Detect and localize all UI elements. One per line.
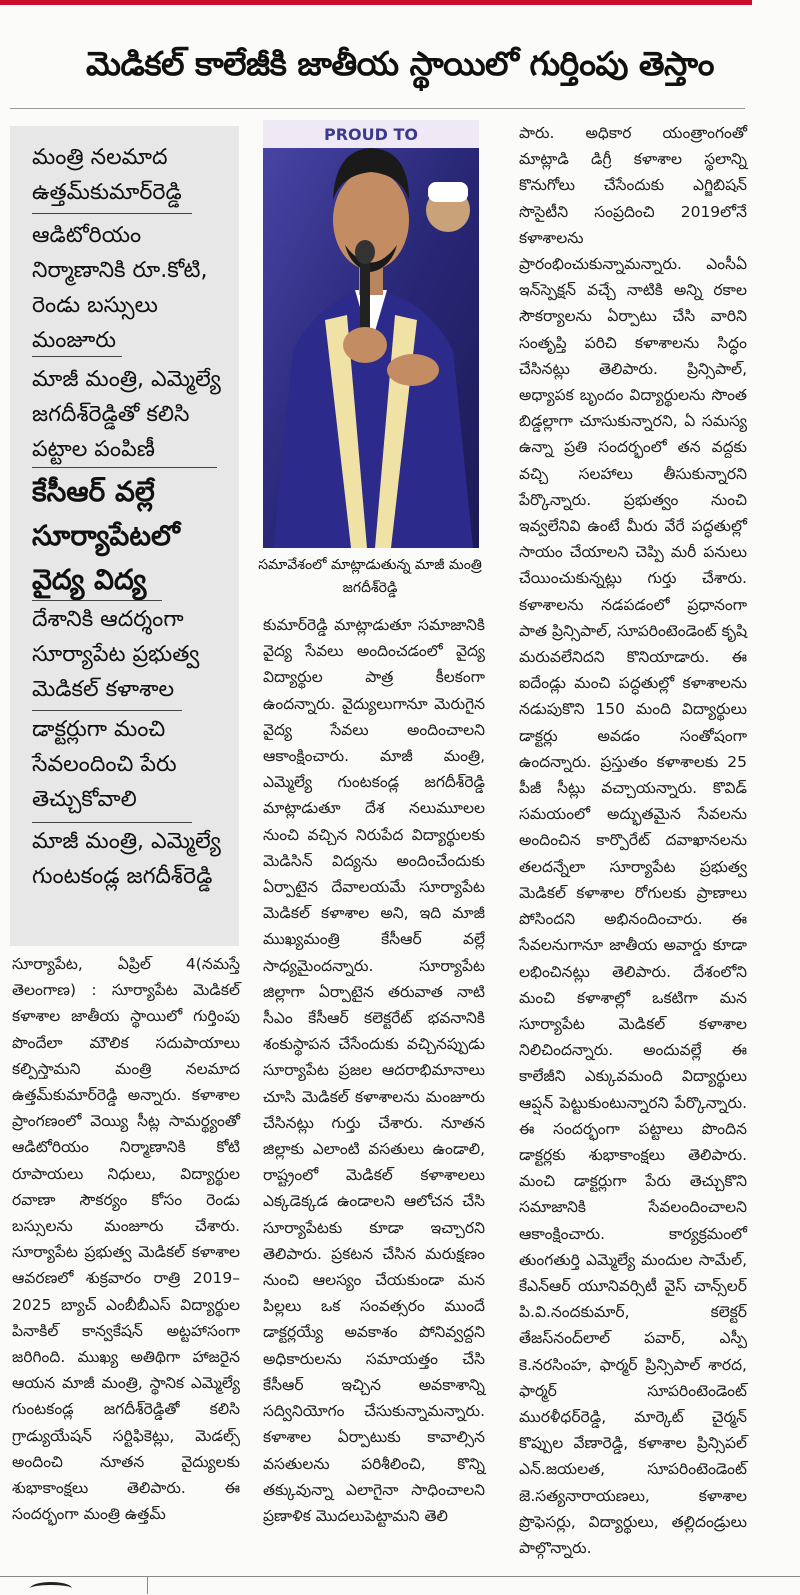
article-column-left bbox=[12, 951, 240, 1527]
article-paragraph: పారు. అధికార యంత్రాంగంతో మాట్లాడి డిగ్రీ కళాశాల స్థలాన్ని కొనుగోలు చేసేందుకు ఎగ్జిబిషన్ సొసైటీని సంప్రదించి 2019లోనే కళాశాలను ప్రారంభించుకున్నామన్నారు. ఎంసీఏ ఇన్‌స్పెక్షన్ వచ్చే నాటికి అన్ని రకాల సౌకర్యాలను ఏర్పాటు చేసి వారిని సంతృప్తి పరిచి కళాశాలను సిద్ధం చేసినట్లు తెలిపారు. ప్రిన్సిపాల్, అధ్యాపక బృందం విద్యార్థులను సొంత బిడ్డల్లాగా చూసుకున్నారని, ఏ సమస్య ఉన్నా ప్రతి సందర్భంలో తన వద్దకు వచ్చి సలహాలు తీసుకున్నారని పేర్కొన్నారు. ప్రభుత్వం నుంచి ఇవ్వలేనివి ఉంటే మీరు వేరే పద్ధతుల్లో సాయం చేయాలని చెప్పి మరీ పనులు చేయించుకున్నట్లు గుర్తు చేశారు. కళాశాలను నడపడంలో ప్రధానంగా పాత ప్రిన్సిపాల్, సూపరింటెండెంట్ కృషి మరువలేనిదని కొనియాడారు. ఈ ఐదేండ్లు మంచి పద్ధతుల్లో కళాశాలను నడుపుకొని 150 మంది విద్యార్థులు డాక్టర్లు అవడం సంతోషంగా ఉందన్నారు. ప్రస్తుతం కళాశాలకు 25 పీజీ సీట్లు వచ్చాయన్నారు. కొవిడ్ సమయంలో అద్భుతమైన సేవలను అందించిన కార్పొరేట్ దవాఖానలను తలదన్నేలా సూర్యాపేట ప్రభుత్వ మెడికల్ కళాశాల రోగులకు ప్రాణాలు పోసిందని అభినందించారు. ఈ సేవలనుగానూ జాతీయ అవార్డు కూడా లభించినట్లు తెలిపారు. దేశంలోని మంచి కళాశాల్లో ఒకటిగా మన సూర్యాపేట మెడికల్ కళాశాల నిలిచిందన్నారు. అందువల్లే ఈ కాలేజీని ఎక్కువమంది విద్యార్థులు ఆప్షన్ పెట్టుకుంటున్నారని పేర్కొన్నారు. ఈ సందర్భంగా పట్టాలు పొందిన డాక్టర్లకు శుభాకాంక్షలు తెలిపారు. మంచి డాక్టర్లుగా పేరు తెచ్చుకొని సమాజానికి సేవలందించాలని ఆకాంక్షించారు. కార్యక్రమంలో తుంగతుర్తి ఎమ్మెల్యే మందుల సామేల్, కేఎన్‌ఆర్ యూనివర్సిటీ వైస్ చాన్స్‌లర్ పి.వి.నందకుమార్, కలెక్టర్ తేజస్‌నంద్‌లాల్ పవార్, ఎస్పీ కె.నరసింహ, ఫార్మర్ ప్రిన్సిపాల్ శారద, ఫార్మర్ సూపరింటెండెంట్ మురళీధర్‌రెడ్డి, మార్కెట్ చైర్మన్ కొప్పుల వేణారెడ్డి, కళాశాల ప్రిన్సిపల్ ఎన్.జయలత, సూపరింటెండెంట్ జె.సత్యనారాయణలు, కళాశాల ప్రొఫెసర్లు, విద్యార్థులు, తల్లిదండ్రులు పాల్గొన్నారు. bbox=[519, 124, 747, 1557]
article-column-right bbox=[519, 120, 747, 1561]
footer-rule bbox=[0, 1576, 800, 1577]
top-accent-bar bbox=[0, 0, 752, 5]
article-paragraph: కుమార్‌రెడ్డి మాట్లాడుతూ సమాజానికి వైద్య సేవలు అందించడంలో వైద్య విద్యార్థుల పాత్ర కీలకంగా ఉందన్నారు. వైద్యులుగానూ మెరుగైన వైద్య సేవలు అందించాలని ఆకాంక్షించారు. మాజీ మంత్రి, ఎమ్మెల్యే గుంటకండ్ల జగదీశ్‌రెడ్డి మాట్లాడుతూ దేశ నలుమూలల నుంచి వచ్చిన నిరుపేద విద్యార్థులకు మెడిసిన్ విద్యను అందించేందుకు ఏర్పాటైన దేవాలయమే సూర్యాపేట మెడికల్ కళాశాల అని, ఇది మాజీ ముఖ్యమంత్రి కేసీఆర్ వల్లే సాధ్యమైందన్నారు. సూర్యాపేట జిల్లాగా ఏర్పాటైన తరువాత నాటి సీఎం కేసీఆర్ కలెక్టరేట్ భవనానికి శంకుస్థాపన చేసేందుకు వచ్చినప్పుడు సూర్యాపేట ప్రజల ఆదరాభిమానాలు చూసి మెడికల్ కళాశాలను మంజూరు చేసినట్లు గుర్తు చేశారు. నూతన జిల్లాకు ఎలాంటి వసతులు ఉండాలి, రాష్ట్రంలో మెడికల్ కళాశాలలు ఎక్కడెక్కడ ఉండాలని ఆలోచన చేసి సూర్యాపేటకు కూడా ఇచ్చారని తెలిపారు. ప్రకటన చేసిన మరుక్షణం నుంచి ఆలస్యం చేయకుండా మన పిల్లలు ఒక సంవత్సరం ముందే డాక్టర్లయ్యే అవకాశం పోనివ్వద్దని అధికారులను సమాయత్తం చేసి కేసీఆర్ ఇచ్చిన అవకాశాన్ని సద్వినియోగం చేసుకున్నామన్నారు. కళాశాల ఏర్పాటుకు కావాల్సిన వసతులను పరిశీలించి, కొన్ని తక్కువున్నా ఎలాగైనా సాధించాలని ప్రణాళిక మొదలుపెట్టామని తెలి bbox=[263, 616, 485, 1525]
headline-rule bbox=[10, 108, 745, 109]
highlight-separator bbox=[32, 710, 182, 711]
highlight-minister: మంత్రి నలమాద ఉత్తమ్‌కుమార్‌రెడ్డి bbox=[32, 145, 182, 205]
headline: మెడికల్ కాలేజీకి జాతీయ స్థాయిలో గుర్తింపు తెస్తాం bbox=[86, 44, 714, 83]
speaker-photo bbox=[263, 120, 479, 548]
article-column-middle bbox=[263, 612, 485, 1529]
highlight-separator bbox=[32, 213, 192, 214]
highlight-separator bbox=[32, 467, 217, 468]
highlight-separator bbox=[32, 600, 162, 601]
highlight-auditorium: ఆడిటోరియం నిర్మాణానికి రూ.కోటి, రెండు బస్సులు మంజూరు bbox=[32, 223, 208, 353]
footer-divider bbox=[147, 1576, 148, 1594]
highlight-jagadish: మాజీ మంత్రి, ఎమ్మెల్యే గుంటకండ్ల జగదీశ్‌రెడ్డి bbox=[32, 829, 221, 889]
highlight-kcr: కేసీఆర్ వల్లే సూర్యాపేటలో వైద్య విద్య bbox=[32, 475, 180, 596]
highlight-doctors: డాక్టర్లుగా మంచి సేవలందించి పేరు తెచ్చుకోవాలి bbox=[32, 717, 177, 812]
article-paragraph: సూర్యాపేట, ఏప్రిల్ 4(నమస్తే తెలంగాణ) : సూర్యాపేట మెడికల్ కళాశాల జాతీయ స్థాయిలో గుర్తింపు పొందేలా మౌలిక సదుపాయాలు కల్పిస్తామని మంత్రి నలమాద ఉత్తమ్‌కుమార్‌రెడ్డి అన్నారు. కళాశాల ప్రాంగణంలో వెయ్యి సీట్ల సామర్థ్యంతో ఆడిటోరియం నిర్మాణానికి కోటి రూపాయలు నిధులు, విద్యార్థుల రవాణా సౌకర్యం కోసం రెండు బస్సులను మంజూరు చేశారు. సూర్యాపేట ప్రభుత్వ మెడికల్ కళాశాల ఆవరణలో శుక్రవారం రాత్రి 2019–2025 బ్యాచ్ ఎంబీబీఎస్ విద్యార్థుల పినాకిల్ కాన్వకేషన్ అట్టహాసంగా జరిగింది. ముఖ్య అతిథిగా హాజరైన ఆయన మాజీ మంత్రి, స్థానిక ఎమ్మెల్యే గుంటకండ్ల జగదీశ్‌రెడ్డితో కలిసి గ్రాడ్యుయేషన్ సర్టిఫికెట్లు, మెడల్స్ అందించి నూతన వైద్యులకు శుభాకాంక్షలు తెలిపారు. ఈ సందర్భంగా మంత్రి ఉత్తమ్ bbox=[12, 955, 240, 1524]
highlight-separator bbox=[32, 822, 192, 823]
highlight-separator bbox=[32, 356, 122, 357]
highlight-certificates: మాజీ మంత్రి, ఎమ్మెల్యే జగదీశ్‌రెడ్డితో కలిసి పట్టాల పంపిణీ bbox=[32, 367, 221, 462]
speaker-illustration bbox=[263, 120, 479, 548]
highlight-ideal-college: దేశానికి ఆదర్శంగా సూర్యాపేట ప్రభుత్వ మెడికల్ కళాశాల bbox=[32, 607, 200, 702]
footer-logo-fragment bbox=[30, 1582, 72, 1595]
backdrop-text: PROUD TO bbox=[323, 125, 419, 144]
photo-caption: సమావేశంలో మాట్లాడుతున్న మాజీ మంత్రి జగదీశ్‌రెడ్డి bbox=[258, 557, 482, 596]
